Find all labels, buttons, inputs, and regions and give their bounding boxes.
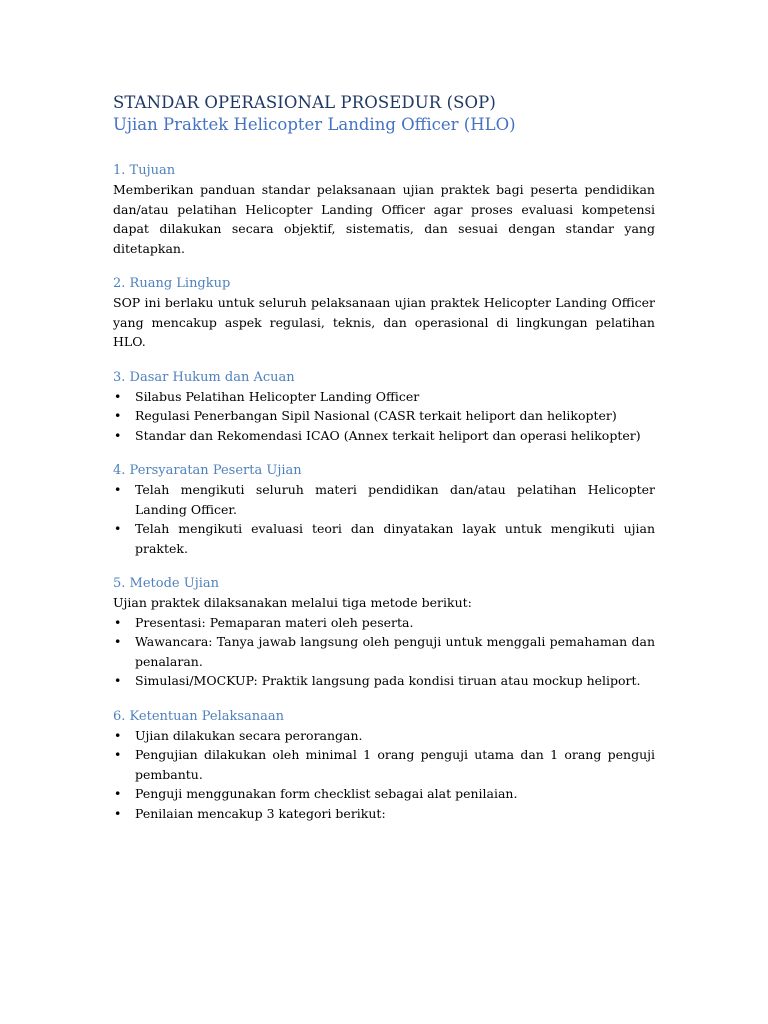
list-item	[113, 387, 655, 407]
list-item-text: Silabus Pelatihan Helicopter Landing Officer	[135, 388, 420, 404]
list-item-text: Regulasi Penerbangan Sipil Nasional (CASR terkait heliport dan helikopter)	[135, 408, 617, 423]
bullet-icon: •	[114, 805, 122, 821]
section-dasar-hukum	[113, 368, 655, 446]
list-item-text: Pengujian dilakukan oleh minimal 1 orang penguji utama dan 1 orang penguji pembantu.	[135, 747, 655, 782]
bullet-icon: •	[114, 747, 122, 762]
bullet-icon: •	[114, 673, 122, 688]
list-item-text: Telah mengikuti seluruh materi pendidikan dan/atau pelatihan Helicopter Landing Officer.	[135, 482, 655, 517]
bullet-icon: •	[114, 614, 122, 630]
bullet-list	[113, 387, 655, 446]
list-item	[113, 726, 655, 746]
list-item	[113, 804, 655, 824]
list-item	[113, 426, 655, 446]
bullet-icon: •	[114, 482, 122, 497]
bullet-icon: •	[114, 388, 122, 404]
document-title: STANDAR OPERASIONAL PROSEDUR (SOP)	[113, 93, 496, 112]
list-item-text: Ujian dilakukan secara perorangan.	[135, 727, 363, 743]
list-item	[113, 480, 655, 519]
list-item-text: Penilaian mencakup 3 kategori berikut:	[135, 805, 386, 821]
section-ketentuan-pelaksanaan	[113, 707, 655, 824]
list-item	[113, 519, 655, 558]
list-item-text: Telah mengikuti evaluasi teori dan dinyatakan layak untuk mengikuti ujian praktek.	[135, 521, 655, 556]
bullet-list	[113, 480, 655, 558]
document-subtitle: Ujian Praktek Helicopter Landing Officer (HLO)	[113, 115, 516, 134]
section-heading: 4. Persyaratan Peserta Ujian	[113, 463, 302, 478]
section-heading: 2. Ruang Lingkup	[113, 276, 231, 291]
bullet-icon: •	[114, 427, 122, 443]
list-item	[113, 613, 655, 633]
list-item	[113, 406, 655, 426]
bullet-list	[113, 613, 655, 691]
list-item-text: Presentasi: Pemaparan materi oleh peserta.	[135, 614, 414, 630]
bullet-icon: •	[114, 727, 122, 743]
section-metode-ujian	[113, 574, 655, 691]
list-item	[113, 745, 655, 784]
bullet-icon: •	[114, 634, 122, 649]
list-item-text: Penguji menggunakan form checklist sebagai alat penilaian.	[135, 786, 518, 801]
bullet-icon: •	[114, 408, 122, 423]
section-heading: 3. Dasar Hukum dan Acuan	[113, 369, 295, 385]
section-paragraph: SOP ini berlaku untuk seluruh pelaksanaan ujian praktek Helicopter Landing Officer yang mencakup aspek regulasi, teknis, dan operasional di lingkungan pelatihan HLO.	[113, 295, 655, 349]
bullet-list	[113, 726, 655, 824]
section-heading: 5. Metode Ujian	[113, 576, 220, 591]
section-persyaratan-peserta	[113, 461, 655, 558]
list-item-text: Standar dan Rekomendasi ICAO (Annex terkait heliport dan operasi helikopter)	[135, 427, 641, 443]
section-paragraph: Memberikan panduan standar pelaksanaan ujian praktek bagi peserta pendidikan dan/atau pelatihan Helicopter Landing Officer agar proses evaluasi kompetensi dapat dilakukan secara objektif, sistematis, dan sesuai dengan standar yang ditetapkan.	[113, 182, 655, 256]
section-tujuan	[113, 161, 655, 258]
bullet-icon: •	[114, 786, 122, 801]
section-ruang-lingkup	[113, 274, 655, 352]
section-heading: 6. Ketentuan Pelaksanaan	[113, 708, 285, 724]
list-item-text: Wawancara: Tanya jawab langsung oleh penguji untuk menggali pemahaman dan penalaran.	[135, 634, 655, 669]
section-heading: 1. Tujuan	[113, 163, 176, 178]
section-paragraph: Ujian praktek dilaksanakan melalui tiga metode berikut:	[113, 595, 472, 610]
list-item	[113, 671, 655, 691]
list-item-text: Simulasi/MOCKUP: Praktik langsung pada kondisi tiruan atau mockup heliport.	[135, 673, 641, 688]
list-item	[113, 784, 655, 804]
list-item	[113, 632, 655, 671]
bullet-icon: •	[114, 521, 122, 536]
